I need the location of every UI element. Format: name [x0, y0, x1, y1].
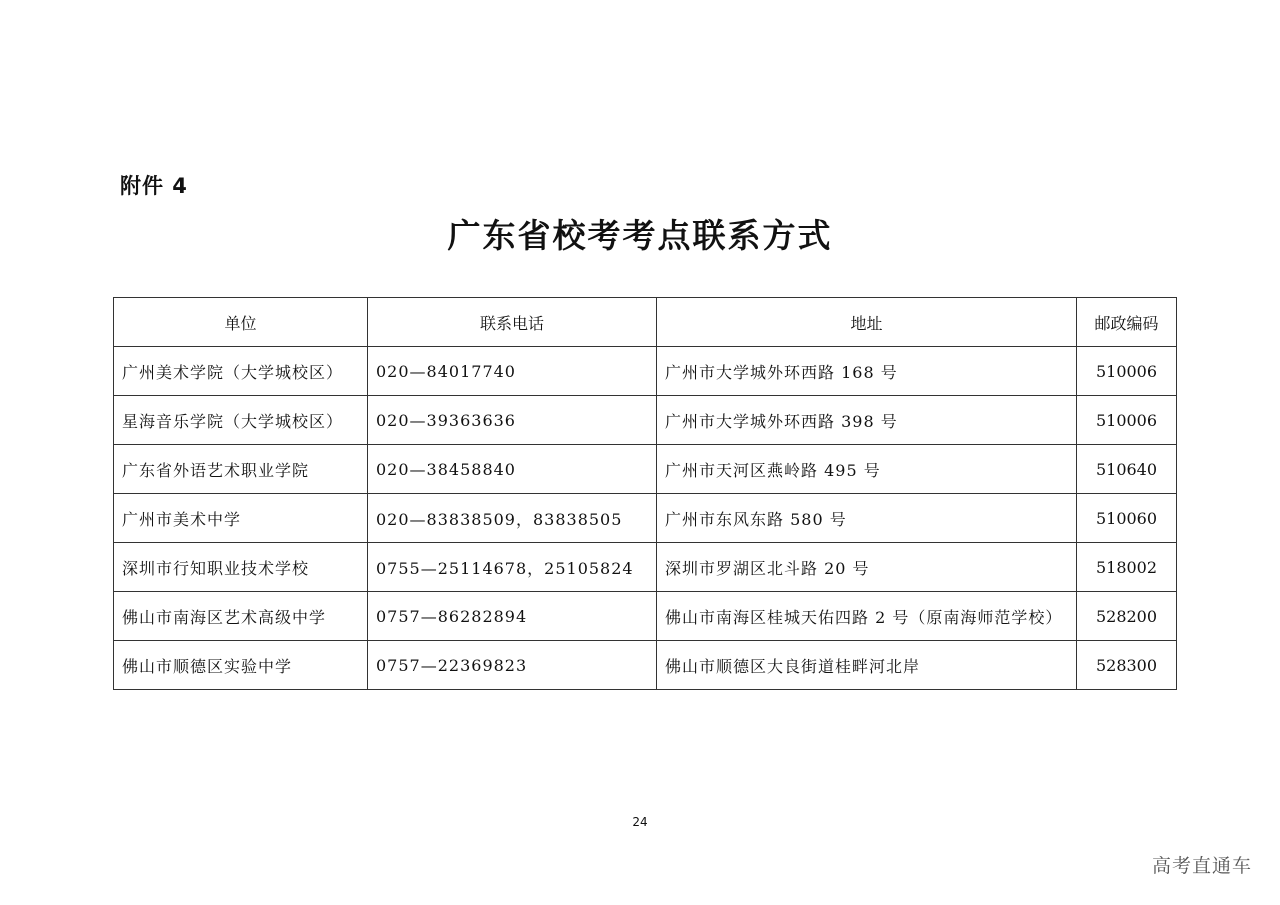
cell-unit: 广州美术学院（大学城校区）	[114, 347, 368, 396]
cell-address: 佛山市顺德区大良街道桂畔河北岸	[657, 641, 1077, 690]
table-row	[114, 494, 1177, 543]
cell-address: 佛山市南海区桂城天佑四路 2 号（原南海师范学校）	[657, 592, 1077, 641]
cell-address: 深圳市罗湖区北斗路 20 号	[657, 543, 1077, 592]
cell-postcode: 518002	[1077, 543, 1177, 592]
column-header-phone: 联系电话	[368, 298, 657, 347]
table-row	[114, 543, 1177, 592]
table-row	[114, 396, 1177, 445]
cell-postcode: 510640	[1077, 445, 1177, 494]
contact-table	[113, 297, 1177, 690]
page-number: 24	[632, 815, 648, 829]
cell-unit: 广州市美术中学	[114, 494, 368, 543]
cell-address: 广州市大学城外环西路 398 号	[657, 396, 1077, 445]
cell-address: 广州市天河区燕岭路 495 号	[657, 445, 1077, 494]
cell-phone: 020—84017740	[368, 347, 657, 396]
table-row	[114, 592, 1177, 641]
page-title: 广东省校考考点联系方式	[447, 216, 833, 255]
table-row	[114, 347, 1177, 396]
column-header-postcode: 邮政编码	[1077, 298, 1177, 347]
cell-unit: 广东省外语艺术职业学院	[114, 445, 368, 494]
cell-postcode: 528300	[1077, 641, 1177, 690]
table-row	[114, 445, 1177, 494]
column-header-unit: 单位	[114, 298, 368, 347]
cell-address: 广州市东风东路 580 号	[657, 494, 1077, 543]
cell-phone: 0757—86282894	[368, 592, 657, 641]
cell-phone: 0757—22369823	[368, 641, 657, 690]
cell-address: 广州市大学城外环西路 168 号	[657, 347, 1077, 396]
cell-unit: 佛山市顺德区实验中学	[114, 641, 368, 690]
cell-postcode: 510006	[1077, 347, 1177, 396]
cell-postcode: 510060	[1077, 494, 1177, 543]
watermark: 高考直通车	[1151, 855, 1252, 877]
cell-unit: 星海音乐学院（大学城校区）	[114, 396, 368, 445]
table-row	[114, 641, 1177, 690]
column-header-address: 地址	[657, 298, 1077, 347]
cell-unit: 佛山市南海区艺术高级中学	[114, 592, 368, 641]
cell-phone: 0755—25114678，25105824	[368, 543, 657, 592]
cell-unit: 深圳市行知职业技术学校	[114, 543, 368, 592]
cell-phone: 020—83838509，83838505	[368, 494, 657, 543]
cell-postcode: 528200	[1077, 592, 1177, 641]
table-header-row	[114, 298, 1177, 347]
attachment-label: 附件 4	[120, 174, 188, 198]
cell-postcode: 510006	[1077, 396, 1177, 445]
cell-phone: 020—38458840	[368, 445, 657, 494]
cell-phone: 020—39363636	[368, 396, 657, 445]
